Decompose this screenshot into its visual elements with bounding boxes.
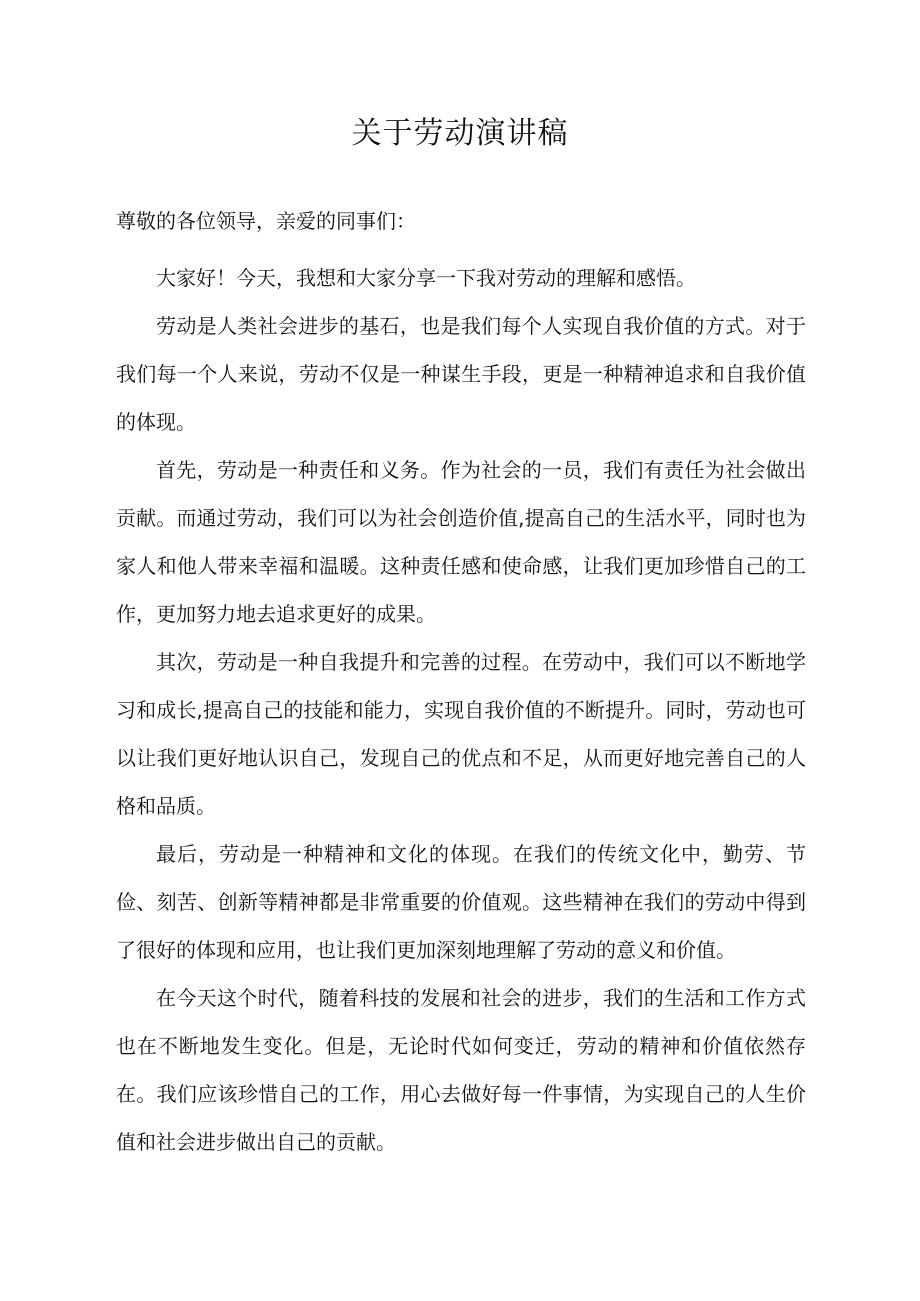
paragraph-conclusion: 在今天这个时代，随着科技的发展和社会的进步，我们的生活和工作方式也在不断地发生变化。但是，无论时代如何变迁，劳动的精神和价值依然存在。我们应该珍惜自己的工作，用心去做好每一件事情，为实现自己的人生价值和社会进步做出自己的贡献。 <box>116 986 806 1154</box>
paragraph-first-point: 首先，劳动是一种责任和义务。作为社会的一员，我们有责任为社会做出贡献。而通过劳动，我们可以为社会创造价值,提高自己的生活水平，同时也为家人和他人带来幸福和温暖。这种责任感和使命感，让我们更加珍惜自己的工作，更加努力地去追求更好的成果。 <box>116 458 806 626</box>
paragraph-second-point: 其次，劳动是一种自我提升和完善的过程。在劳动中，我们可以不断地学习和成长,提高自己的技能和能力，实现自我价值的不断提升。同时，劳动也可以让我们更好地认识自己，发现自己的优点和不足，从而更好地完善自己的人格和品质。 <box>116 650 806 818</box>
paragraph-intro: 劳动是人类社会进步的基石，也是我们每个人实现自我价值的方式。对于我们每一个人来说，劳动不仅是一种谋生手段，更是一种精神追求和自我价值的体现。 <box>116 314 806 434</box>
paragraph-greeting: 大家好！今天，我想和大家分享一下我对劳动的理解和感悟。 <box>156 266 696 290</box>
salutation: 尊敬的各位领导，亲爱的同事们： <box>116 209 416 233</box>
paragraph-third-point: 最后，劳动是一种精神和文化的体现。在我们的传统文化中，勤劳、节俭、刻苦、创新等精神都是非常重要的价值观。这些精神在我们的劳动中得到了很好的体现和应用，也让我们更加深刻地理解了劳动的意义和价值。 <box>116 842 806 962</box>
document-title: 关于劳动演讲稿 <box>351 116 569 151</box>
document-body <box>116 206 806 1166</box>
